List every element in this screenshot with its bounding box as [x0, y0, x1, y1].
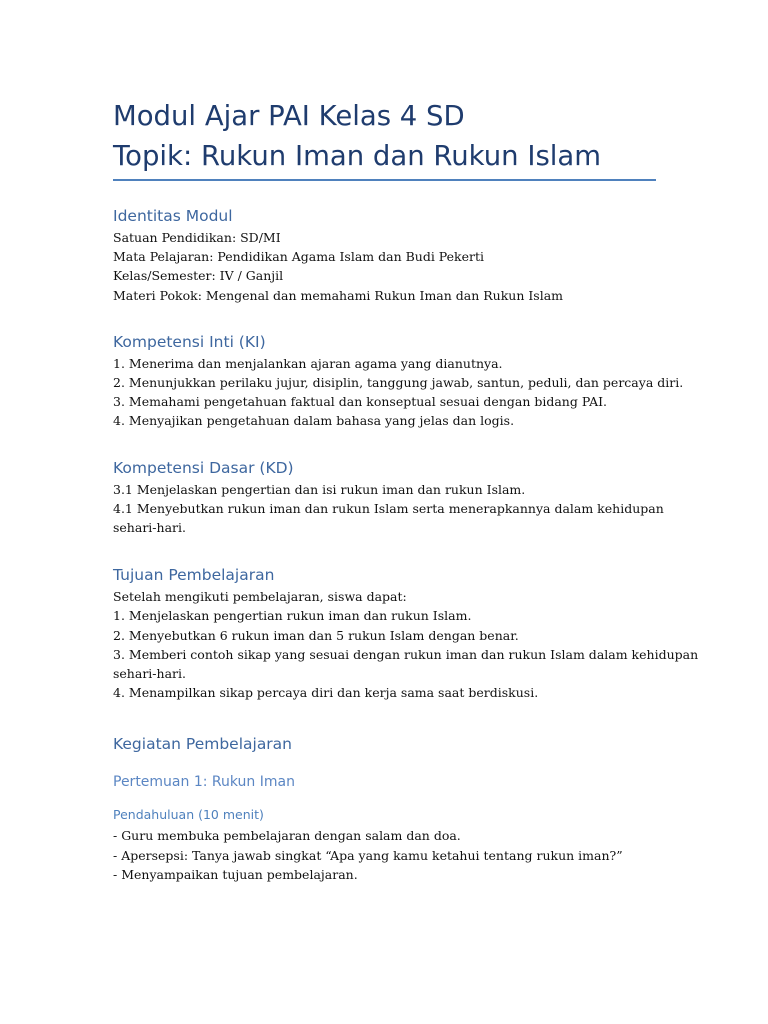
pendahuluan-line: - Apersepsi: Tanya jawab singkat “Apa yang kamu ketahui tentang rukun iman?” [113, 847, 623, 863]
pendahuluan-line: - Guru membuka pembelajaran dengan salam dan doa. [113, 828, 461, 844]
pendahuluan-line: - Menyampaikan tujuan pembelajaran. [113, 866, 358, 882]
kd-body [113, 480, 664, 538]
title-line-2: Topik: Rukun Iman dan Rukun Islam [113, 140, 602, 172]
identitas-line: Kelas/Semester: IV / Ganjil [113, 268, 284, 284]
kd-line: sehari-hari. [113, 520, 186, 536]
ki-line: 1. Menerima dan menjalankan ajaran agama yang dianutnya. [113, 355, 503, 371]
kd-line: 4.1 Menyebutkan rukun iman dan rukun Islam serta menerapkannya dalam kehidupan [113, 500, 664, 516]
section-kompetensi-dasar [113, 458, 664, 538]
identitas-line: Materi Pokok: Mengenal dan memahami Rukun Iman dan Rukun Islam [113, 287, 564, 303]
section-identitas-modul [113, 206, 658, 305]
heading-pendahuluan: Pendahuluan (10 menit) [113, 807, 264, 823]
identitas-line: Mata Pelajaran: Pendidikan Agama Islam dan Budi Pekerti [113, 249, 485, 265]
heading-tujuan-pembelajaran: Tujuan Pembelajaran [113, 566, 275, 585]
tujuan-line: 1. Menjelaskan pengertian rukun iman dan rukun Islam. [113, 608, 472, 624]
tujuan-line: 2. Menyebutkan 6 rukun iman dan 5 rukun Islam dengan benar. [113, 627, 519, 643]
ki-line: 4. Menyajikan pengetahuan dalam bahasa yang jelas dan logis. [113, 413, 515, 429]
section-kompetensi-inti [113, 332, 684, 431]
document-title [113, 96, 658, 176]
tujuan-line: Setelah mengikuti pembelajaran, siswa dapat: [113, 589, 407, 605]
heading-kompetensi-dasar: Kompetensi Dasar (KD) [113, 458, 294, 477]
section-kegiatan-pembelajaran [113, 734, 658, 884]
heading-identitas-modul: Identitas Modul [113, 207, 233, 225]
subsection-pertemuan-1 [113, 772, 658, 884]
pendahuluan-body [113, 826, 658, 884]
heading-kegiatan-pembelajaran: Kegiatan Pembelajaran [113, 735, 293, 754]
ki-line: 2. Menunjukkan perilaku jujur, disiplin, tanggung jawab, santun, peduli, dan percaya diri. [113, 375, 684, 391]
document-content [113, 96, 699, 884]
identitas-body [113, 228, 658, 305]
kd-line: 3.1 Menjelaskan pengertian dan isi rukun iman dan rukun Islam. [113, 481, 526, 497]
tujuan-line: 4. Menampilkan sikap percaya diri dan kerja sama saat berdiskusi. [113, 685, 539, 701]
title-underline [113, 179, 656, 181]
heading-kompetensi-inti: Kompetensi Inti (KI) [113, 332, 266, 351]
tujuan-line: 3. Memberi contoh sikap yang sesuai dengan rukun iman dan rukun Islam dalam kehidupan [113, 646, 699, 662]
identitas-line: Satuan Pendidikan: SD/MI [113, 230, 281, 245]
tujuan-line: sehari-hari. [113, 666, 186, 682]
tujuan-body [113, 587, 699, 702]
heading-pertemuan-1: Pertemuan 1: Rukun Iman [113, 774, 295, 791]
ki-line: 3. Memahami pengetahuan faktual dan konseptual sesuai dengan bidang PAI. [113, 394, 608, 410]
ki-body [113, 354, 684, 431]
section-tujuan-pembelajaran [113, 565, 699, 702]
subsection-pendahuluan [113, 806, 658, 884]
title-line-1: Modul Ajar PAI Kelas 4 SD [113, 100, 465, 132]
